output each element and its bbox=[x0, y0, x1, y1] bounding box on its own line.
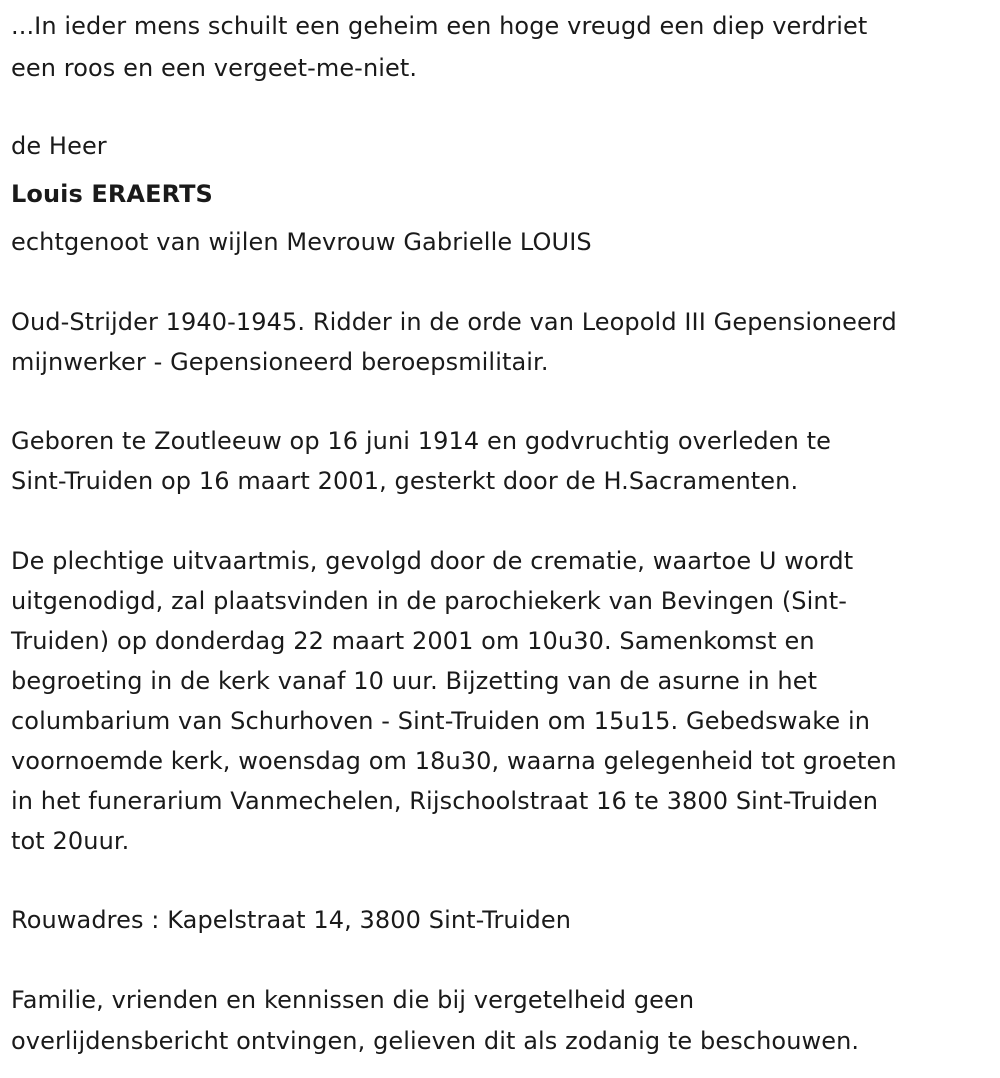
funeral-line-5: columbarium van Schurhoven - Sint-Truiden om 15u15. Gebedswake in bbox=[11, 707, 871, 735]
funeral-line-6: voornoemde kerk, woensdag om 18u30, waarna gelegenheid tot groeten bbox=[11, 747, 897, 775]
mourning-address: Rouwadres : Kapelstraat 14, 3800 Sint-Truiden bbox=[11, 906, 572, 934]
deceased-name: Louis ERAERTS bbox=[11, 180, 213, 208]
career-line-1: Oud-Strijder 1940-1945. Ridder in de orde van Leopold III Gepensioneerd bbox=[11, 308, 897, 336]
funeral-line-3: Truiden) op donderdag 22 maart 2001 om 10u30. Samenkomst en bbox=[11, 627, 815, 655]
funeral-line-7: in het funerarium Vanmechelen, Rijschoolstraat 16 te 3800 Sint-Truiden bbox=[11, 787, 879, 815]
funeral-line-1: De plechtige uitvaartmis, gevolgd door de crematie, waartoe U wordt bbox=[11, 547, 854, 575]
motto-line-1: ...In ieder mens schuilt een geheim een hoge vreugd een diep verdriet bbox=[11, 12, 868, 40]
notice-line-2: overlijdensbericht ontvingen, gelieven dit als zodanig te beschouwen. bbox=[11, 1027, 860, 1055]
notice-line-1: Familie, vrienden en kennissen die bij vergetelheid geen bbox=[11, 986, 695, 1014]
birth-death-line-1: Geboren te Zoutleeuw op 16 juni 1914 en godvruchtig overleden te bbox=[11, 427, 832, 455]
birth-death-line-2: Sint-Truiden op 16 maart 2001, gesterkt door de H.Sacramenten. bbox=[11, 467, 799, 495]
spouse-line: echtgenoot van wijlen Mevrouw Gabrielle LOUIS bbox=[11, 228, 592, 256]
career-line-2: mijnwerker - Gepensioneerd beroepsmilitair. bbox=[11, 348, 549, 376]
motto-line-2: een roos en een vergeet-me-niet. bbox=[11, 54, 418, 82]
funeral-line-8: tot 20uur. bbox=[11, 827, 130, 855]
funeral-line-2: uitgenodigd, zal plaatsvinden in de parochiekerk van Bevingen (Sint- bbox=[11, 587, 847, 615]
funeral-line-4: begroeting in de kerk vanaf 10 uur. Bijzetting van de asurne in het bbox=[11, 667, 818, 695]
honorific-title: de Heer bbox=[11, 132, 107, 160]
